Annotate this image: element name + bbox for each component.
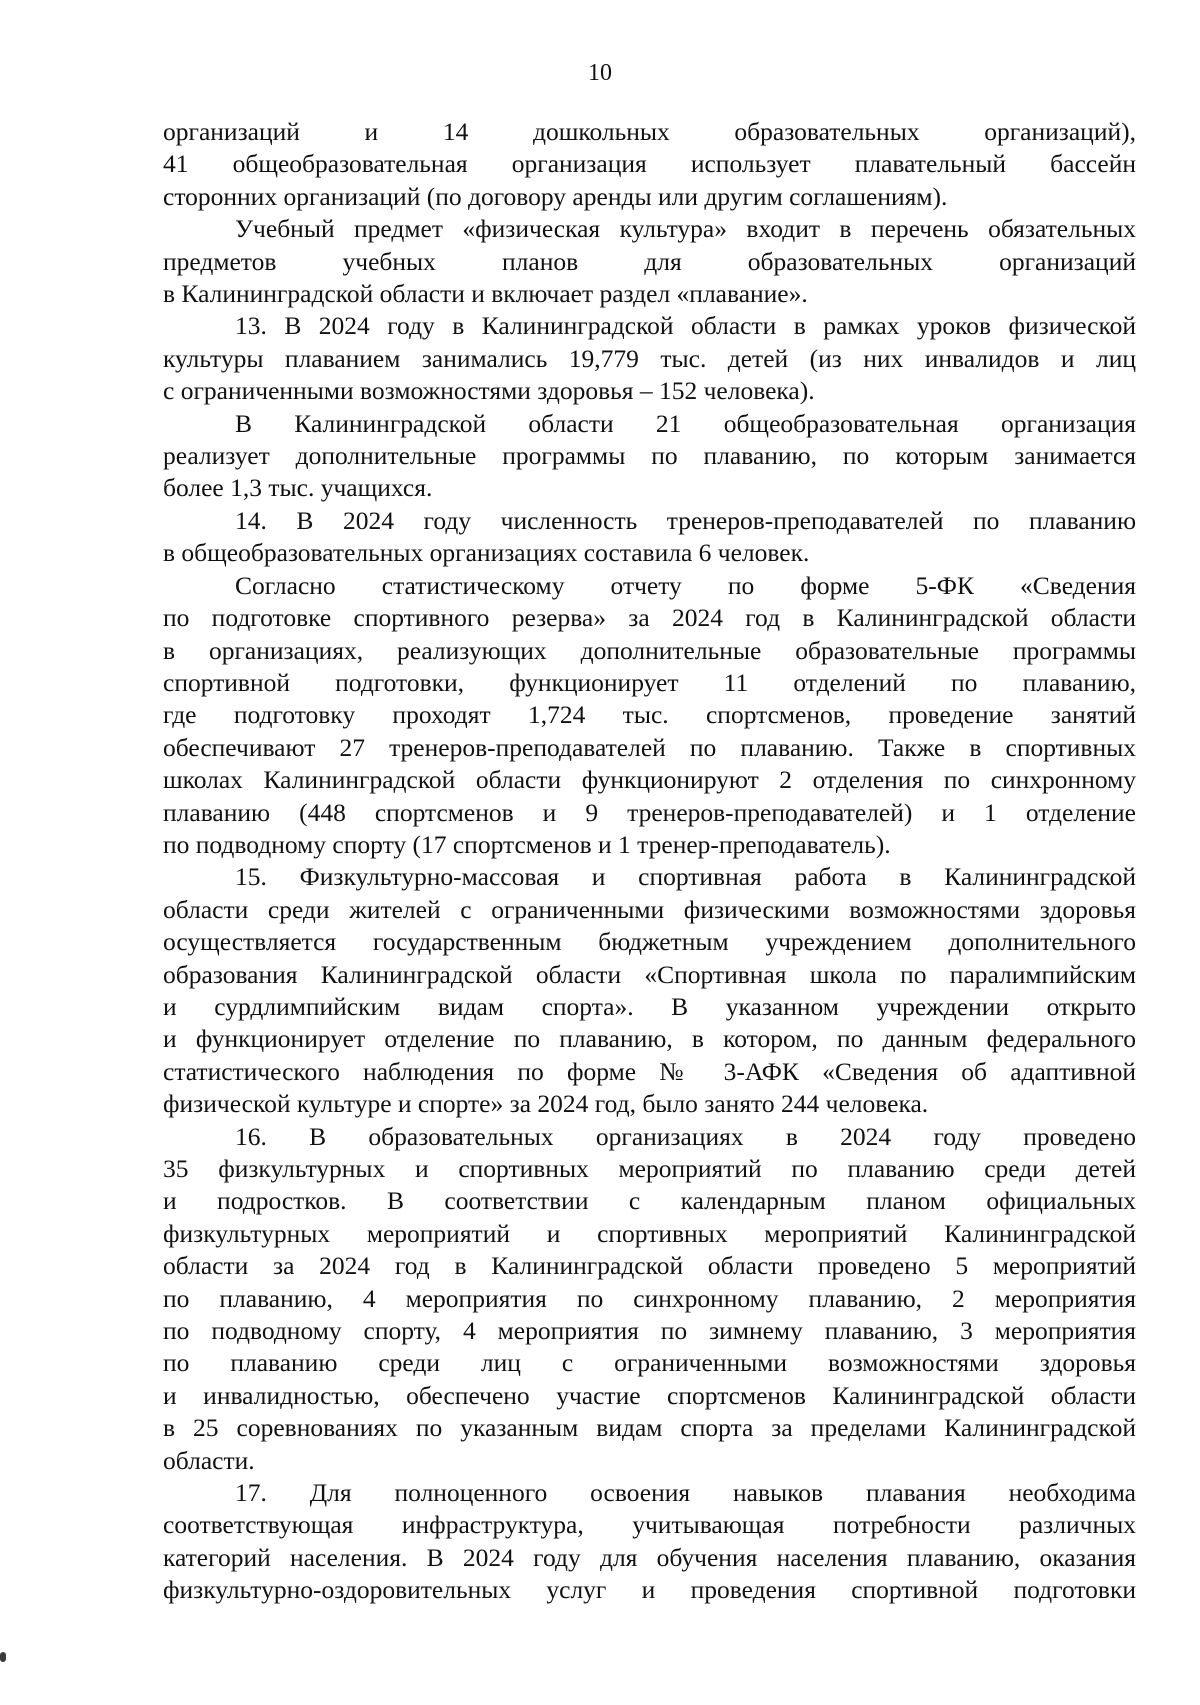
text-line: 41 общеобразовательная организация использует плавательный бассейн bbox=[163, 149, 1136, 179]
text-line: по плаванию среди лиц с ограниченными возможностями здоровья bbox=[163, 1348, 1136, 1378]
scan-artifact-mark bbox=[0, 1652, 6, 1662]
text-line: 14. В 2024 году численность тренеров-преподавателей по плаванию bbox=[235, 505, 1136, 535]
text-line: области за 2024 год в Калининградской области проведено 5 мероприятий bbox=[163, 1251, 1136, 1281]
text-line: плаванию (448 спортсменов и 9 тренеров-преподавателей) и 1 отделение bbox=[163, 797, 1136, 827]
page-number: 10 bbox=[588, 60, 612, 86]
text-line: и функционирует отделение по плаванию, в котором, по данным федерального bbox=[163, 1024, 1136, 1054]
document-body bbox=[163, 116, 1136, 1607]
text-line: области среди жителей с ограниченными физическими возможностями здоровья bbox=[163, 894, 1136, 924]
text-line: В Калининградской области 21 общеобразовательная организация bbox=[235, 408, 1136, 438]
text-line: по подготовке спортивного резерва» за 2024 год в Калининградской области bbox=[163, 603, 1136, 633]
text-line: Учебный предмет «физическая культура» входит в перечень обязательных bbox=[235, 214, 1136, 244]
text-line: 17. Для полноценного освоения навыков плавания необходима bbox=[235, 1478, 1136, 1508]
text-line: и инвалидностью, обеспечено участие спортсменов Калининградской области bbox=[163, 1380, 1136, 1410]
text-line: культуры плаванием занимались 19,779 тыс. детей (из них инвалидов и лиц bbox=[163, 343, 1136, 373]
text-line: 35 физкультурных и спортивных мероприятий по плаванию среди детей bbox=[163, 1154, 1136, 1183]
text-line: предметов учебных планов для образовательных организаций bbox=[163, 246, 1136, 276]
text-line: и подростков. В соответствии с календарным планом официальных bbox=[163, 1186, 1136, 1216]
text-line: 13. В 2024 году в Калининградской области в рамках уроков физической bbox=[235, 311, 1136, 341]
text-line: более 1,3 тыс. учащихся. bbox=[163, 473, 433, 503]
text-line: соответствующая инфраструктура, учитывающая потребности различных bbox=[163, 1510, 1136, 1540]
text-line: физической культуре и спорте» за 2024 год, было занято 244 человека. bbox=[163, 1089, 929, 1119]
text-line: статистического наблюдения по форме № 3-АФК «Сведения об адаптивной bbox=[163, 1056, 1136, 1086]
text-line: в организациях, реализующих дополнительные образовательные программы bbox=[163, 635, 1136, 665]
text-line: физкультурных мероприятий и спортивных мероприятий Калининградской bbox=[163, 1218, 1136, 1248]
text-line: образования Калининградской области «Спортивная школа по паралимпийским bbox=[163, 959, 1136, 989]
text-line: области. bbox=[163, 1445, 255, 1475]
text-line: 16. В образовательных организациях в 2024 году проведено bbox=[235, 1121, 1136, 1151]
text-line: в общеобразовательных организациях составила 6 человек. bbox=[163, 538, 810, 568]
text-line: школах Калининградской области функционируют 2 отделения по синхронному bbox=[163, 765, 1136, 795]
text-line: по плаванию, 4 мероприятия по синхронному плаванию, 2 мероприятия bbox=[163, 1283, 1136, 1313]
text-line: с ограниченными возможностями здоровья – 152 человека). bbox=[163, 376, 815, 406]
text-line: по подводному спорту (17 спортсменов и 1 тренер-преподаватель). bbox=[163, 829, 891, 859]
text-line: спортивной подготовки, функционирует 11 отделений по плаванию, bbox=[163, 667, 1136, 697]
text-line: сторонних организаций (по договору аренды или другим соглашениям). bbox=[163, 181, 948, 211]
text-line: и сурдлимпийским видам спорта». В указанном учреждении открыто bbox=[163, 991, 1136, 1021]
text-line: где подготовку проходят 1,724 тыс. спортсменов, проведение занятий bbox=[163, 700, 1136, 730]
text-line: реализует дополнительные программы по плаванию, по которым занимается bbox=[163, 441, 1136, 471]
text-line: по подводному спорту, 4 мероприятия по зимнему плаванию, 3 мероприятия bbox=[163, 1316, 1136, 1346]
text-line: категорий населения. В 2024 году для обучения населения плаванию, оказания bbox=[163, 1542, 1136, 1572]
text-line: осуществляется государственным бюджетным учреждением дополнительного bbox=[163, 927, 1136, 957]
text-line: 15. Физкультурно-массовая и спортивная работа в Калининградской bbox=[235, 862, 1136, 892]
text-line: физкультурно-оздоровительных услуг и проведения спортивной подготовки bbox=[163, 1575, 1136, 1605]
text-line: обеспечивают 27 тренеров-преподавателей по плаванию. Также в спортивных bbox=[163, 732, 1136, 762]
text-line: в Калининградской области и включает раздел «плавание». bbox=[163, 279, 808, 309]
text-line: организаций и 14 дошкольных образовательных организаций), bbox=[163, 117, 1136, 146]
text-line: Согласно статистическому отчету по форме 5-ФК «Сведения bbox=[235, 570, 1136, 600]
text-line: в 25 соревнованиях по указанным видам спорта за пределами Калининградской bbox=[163, 1413, 1136, 1443]
